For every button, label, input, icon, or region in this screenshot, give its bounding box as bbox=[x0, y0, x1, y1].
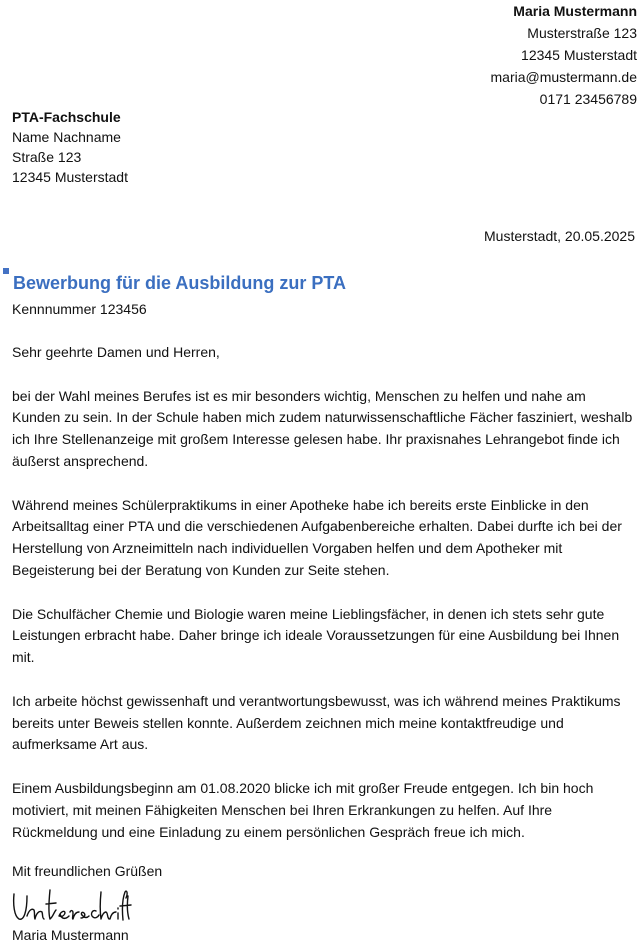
recipient-address-block bbox=[12, 107, 128, 187]
recipient-organization: PTA-Fachschule bbox=[12, 109, 121, 125]
letter-subject: Bewerbung für die Ausbildung zur PTA bbox=[13, 273, 346, 293]
letter-body bbox=[12, 342, 634, 865]
recipient-name: Name Nachname bbox=[12, 129, 121, 145]
recipient-street: Straße 123 bbox=[12, 149, 82, 165]
sender-city: 12345 Musterstadt bbox=[521, 47, 637, 63]
sender-street: Musterstraße 123 bbox=[527, 25, 637, 41]
sender-address-block bbox=[491, 0, 638, 110]
sender-email: maria@mustermann.de bbox=[490, 69, 637, 85]
subject-marker-icon bbox=[3, 268, 9, 274]
signer-name: Maria Mustermann bbox=[12, 927, 129, 943]
handwritten-signature bbox=[10, 886, 132, 926]
body-paragraph: Die Schulfächer Chemie und Biologie waren meine Lieblingsfächer, in denen ich stets sehr gute Leistungen erbracht habe. Daher bringe ich ideale Voraussetzungen für eine Ausbildung bei Ihnen mit. bbox=[12, 605, 620, 666]
body-paragraph: Einem Ausbildungsbeginn am 01.08.2020 blicke ich mit großer Freude entgegen. Ich bin hoch motiviert, mit meinen Fähigkeiten Menschen bei Ihren Erkrankungen zu helfen. Auf Ihre Rückmeldung und eine Einladung zu einem persönlichen Gespräch freue ich mich. bbox=[12, 779, 594, 840]
reference-number: Kennnummer 123456 bbox=[12, 301, 147, 317]
salutation: Sehr geehrte Damen und Herren, bbox=[12, 344, 220, 360]
body-paragraph: Während meines Schülerpraktikums in einer Apotheke habe ich bereits erste Einblicke in den Arbeitsalltag einer PTA und die verschiedenen Aufgabenbereiche erhalten. Dabei durfte ich bei der Herstellung von Arzneimitteln nach individuellen Vorgaben helfen und dem Apotheker mit Begeisterung bei der Beratung von Kunden zur Seite stehen. bbox=[12, 496, 622, 578]
body-paragraph: bei der Wahl meines Berufes ist es mir besonders wichtig, Menschen zu helfen und nahe am Kunden zu sein. In der Schule haben mich zudem naturwissenschaftliche Fächer fasziniert, weshalb ich Ihre Stellenanzeige mit großem Interesse gelesen habe. Ihr praxisnahes Lehrangebot finde ich äußerst ansprechend. bbox=[12, 387, 633, 469]
sender-phone: 0171 23456789 bbox=[539, 91, 637, 107]
closing-phrase: Mit freundlichen Grüßen bbox=[12, 863, 163, 879]
body-paragraph: Ich arbeite höchst gewissenhaft und verantwortungsbewusst, was ich während meines Praktikums bereits unter Beweis stellen konnte. Außerdem zeichnen mich meine kontaktfreudige und aufmerksame Art aus. bbox=[12, 692, 621, 753]
letter-date: Musterstadt, 20.05.2025 bbox=[484, 228, 635, 244]
sender-name: Maria Mustermann bbox=[513, 3, 637, 19]
recipient-city: 12345 Musterstadt bbox=[12, 169, 128, 185]
